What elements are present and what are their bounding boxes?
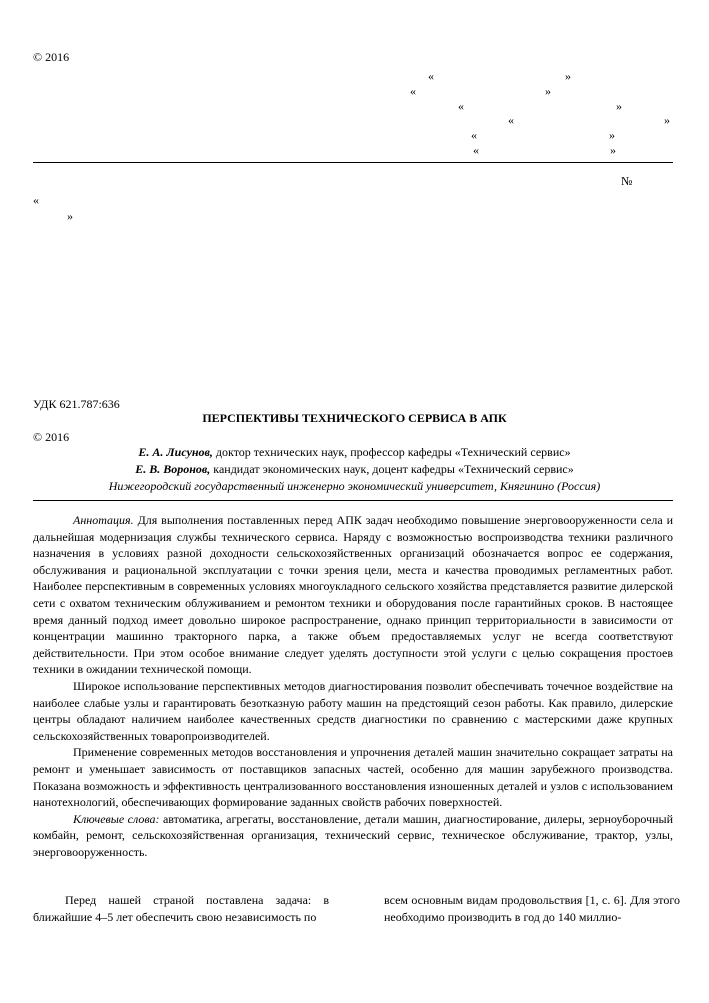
quote-close-5: » (609, 128, 615, 142)
copyright-top: © 2016 (33, 50, 70, 64)
quote-close-6: » (610, 143, 616, 157)
body-left-column (33, 892, 329, 926)
article-copyright: © 2016 (33, 430, 70, 444)
abstract-block (33, 512, 673, 860)
quote-open-3: « (458, 99, 464, 113)
left-close-quote: » (67, 209, 73, 223)
quote-close-1: » (565, 69, 571, 83)
author-1-name: Е. А. Лисунов, (138, 445, 213, 459)
body-right-column (384, 892, 680, 926)
left-open-quote: « (33, 193, 39, 207)
quote-open-6: « (473, 143, 479, 157)
keywords-paragraph (33, 811, 673, 861)
quote-open-2: « (410, 84, 416, 98)
abstract-label: Аннотация. (73, 513, 134, 527)
abstract-paragraph-1 (33, 512, 673, 678)
quote-open-4: « (508, 113, 514, 127)
abstract-text-1: Для выполнения поставленных перед АПК задач необходимо повышение энерговооруженности села и дальнейшая модернизация службы технического сервиса. Наряду с возможностью воспроизводства техники различного назначения в условиях разной доходности сельскохозяйственных организаций обозначается вопрос ее содержания, обслуживания и рациональной эксплуатации с точки зрения цели, места и качества проводимых регламентных работ. Наиболее перспективным в современных условиях многоукладного сельского хозяйства представляется развитие дилерской сети с охватом техническим облуживанием и ремонтом техники и оборудования после гарантийных сроков. В настоящее время данный подход имеет довольно широкое распространение, однако принцип территориальности в зависимости от концентрации машинно тракторного парка, а также объем предоставляемых услуг не всегда соответствуют действительности. При этом особое внимание следует уделять доступности этой услуги с целью сокращения простоев техники в ожидании технической помощи. (33, 513, 673, 677)
author-1 (0, 444, 709, 460)
quote-open-1: « (428, 69, 434, 83)
number-sign: № (621, 174, 633, 188)
keywords-text: автоматика, агрегаты, восстановление, детали машин, диагностирование, дилеры, зерноуборочный комбайн, ремонт, сельскохозяйственная организация, технический сервис, техническое обслуживание, трактор, узлы, энерговооруженность. (33, 811, 674, 859)
abstract-rule (33, 500, 673, 501)
keywords-label: Ключевые слова: (73, 811, 160, 826)
author-1-details: доктор технических наук, профессор кафедры «Технический сервис» (212, 445, 571, 459)
affiliation: Нижегородский государственный инженерно экономический университет, Княгинино (Россия) (108, 479, 601, 493)
quote-close-4: » (664, 113, 670, 127)
abstract-paragraph-2: Широкое использование перспективных методов диагностирования позволит обеспечивать точечное воздействие на наиболее слабые узлы и гарантировать безотказную работу машин на предстоящий сезон работы. Как правило, дилерские центры обладают наличием наиболее качественных средств диагностики по сравнению с мастерскими даже крупных сельскохозяйственных товаропроизводителей. (33, 678, 673, 743)
quote-close-2: » (545, 84, 551, 98)
author-2 (0, 461, 709, 477)
udc-code: УДК 621.787:636 (33, 397, 120, 411)
body-right-text: всем основным видам продовольствия [1, с. 6]. Для этого необходимо производить в год до 140 миллио- (384, 893, 680, 924)
article-title: ПЕРСПЕКТИВЫ ТЕХНИЧЕСКОГО СЕРВИСА В АПК (202, 411, 507, 425)
author-2-name: Е. В. Воронов, (135, 462, 211, 476)
author-2-details: кандидат экономических наук, доцент кафедры «Технический сервис» (210, 462, 574, 476)
header-rule (33, 162, 673, 163)
quote-open-5: « (471, 128, 477, 142)
body-left-text: Перед нашей страной поставлена задача: в ближайшие 4–5 лет обеспечить свою независимость по (33, 893, 329, 924)
abstract-paragraph-3: Применение современных методов восстановления и упрочнения деталей машин значительно сокращает затраты на ремонт и уменьшает зависимость от поставщиков запасных частей, особенно для машин зарубежного производства. Показана возможность и эффективность централизованного восстановления изношенных деталей и узлов с использованием нанотехнологий, обеспечивающих формирование заданных свойств рабочих поверхностей. (33, 745, 673, 810)
quote-close-3: » (616, 99, 622, 113)
